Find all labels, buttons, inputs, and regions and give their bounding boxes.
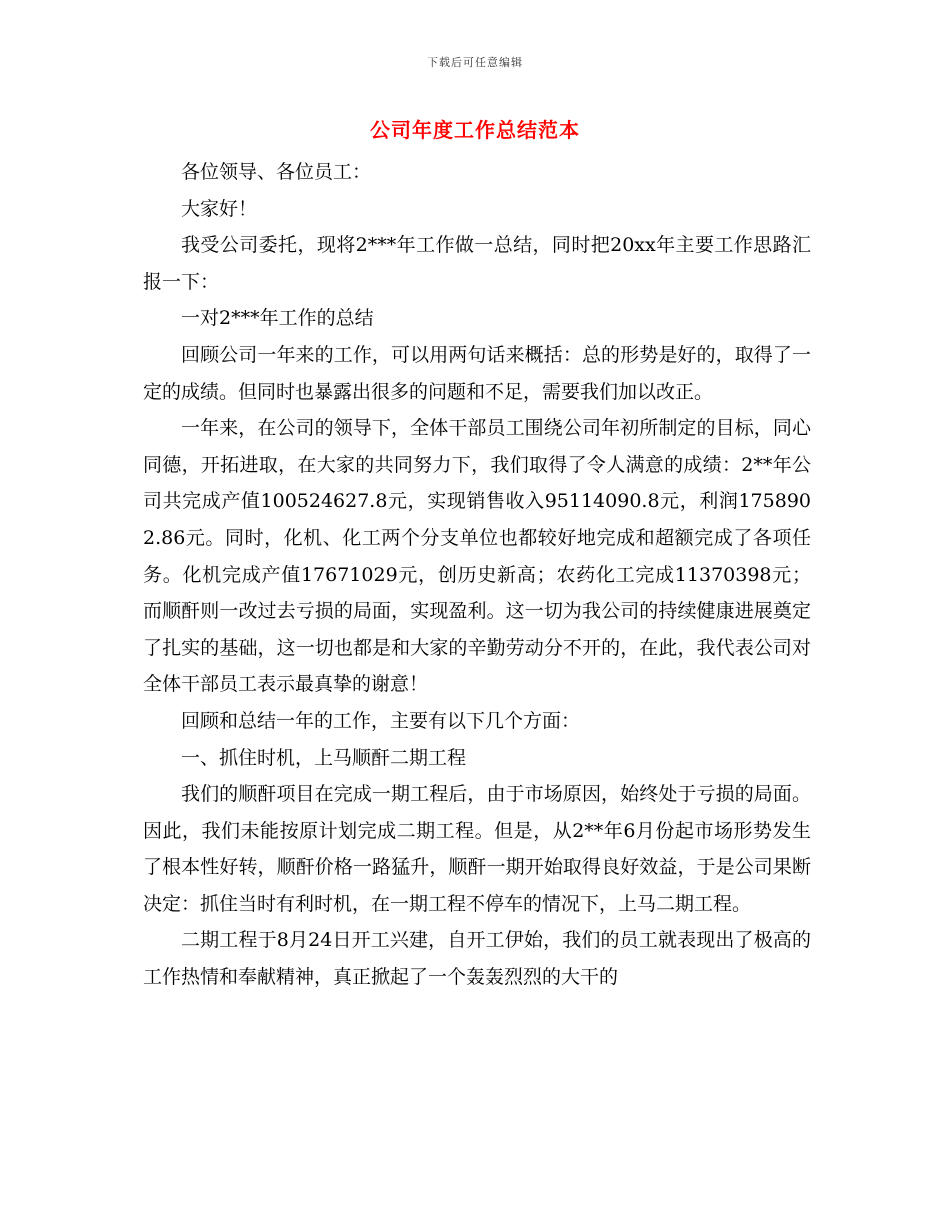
paragraph-intro: 我受公司委托，现将2***年工作做一总结，同时把20xx年主要工作思路汇报一下： xyxy=(143,234,811,293)
document-title: 公司年度工作总结范本 xyxy=(370,118,580,142)
paragraph-hello: 大家好！ xyxy=(181,197,258,220)
paragraph-greeting: 各位领导、各位员工： xyxy=(181,161,372,183)
section-heading-summary: 一对2***年工作的总结 xyxy=(181,307,374,330)
paragraph-construction: 二期工程于8月24日开工兴建，自开工伊始，我们的员工就表现出了极高的工作热情和奉献精神，真正掀起了一个轰轰烈烈的大干的 xyxy=(143,929,811,989)
paragraph-aspects: 回顾和总结一年的工作，主要有以下几个方面： xyxy=(181,709,581,732)
header-note: 下载后可任意编辑 xyxy=(427,56,523,69)
paragraph-achievements: 一年来，在公司的领导下，全体干部员工围绕公司年初所制定的目标，同心同德，开拓进取，在大家的共同努力下，我们取得了令人满意的成绩：2**年公司共完成产值100524627.8元，实现销售收入95114090.8元，利润1758902.86元。同时，化机、化工两个分支单位也都较好地完成和超额完成了各项任务。化机完成产值17671029元，创历史新高；农药化工完成11370398元；而顺酐则一改过去亏损的局面，实现盈利。这一切为我公司的持续健康进展奠定了扎实的基础，这一切也都是和大家的辛勤劳动分不开的，在此，我代表公司对全体干部员工表示最真挚的谢意！ xyxy=(143,417,811,696)
document-body xyxy=(143,154,811,996)
paragraph-review: 回顾公司一年来的工作，可以用两句话来概括：总的形势是好的，取得了一定的成绩。但同时也暴露出很多的问题和不足，需要我们加以改正。 xyxy=(143,343,811,403)
section-heading-phase-two: 一、抓住时机，上马顺酐二期工程 xyxy=(181,746,467,769)
paragraph-project: 我们的顺酐项目在完成一期工程后，由于市场原因，始终处于亏损的局面。因此，我们未能按原计划完成二期工程。但是，从2**年6月份起市场形势发生了根本性好转，顺酐价格一路猛升，顺酐一期开始取得良好效益，于是公司果断决定：抓住当时有利时机，在一期工程不停车的情况下，上马二期工程。 xyxy=(143,783,811,915)
